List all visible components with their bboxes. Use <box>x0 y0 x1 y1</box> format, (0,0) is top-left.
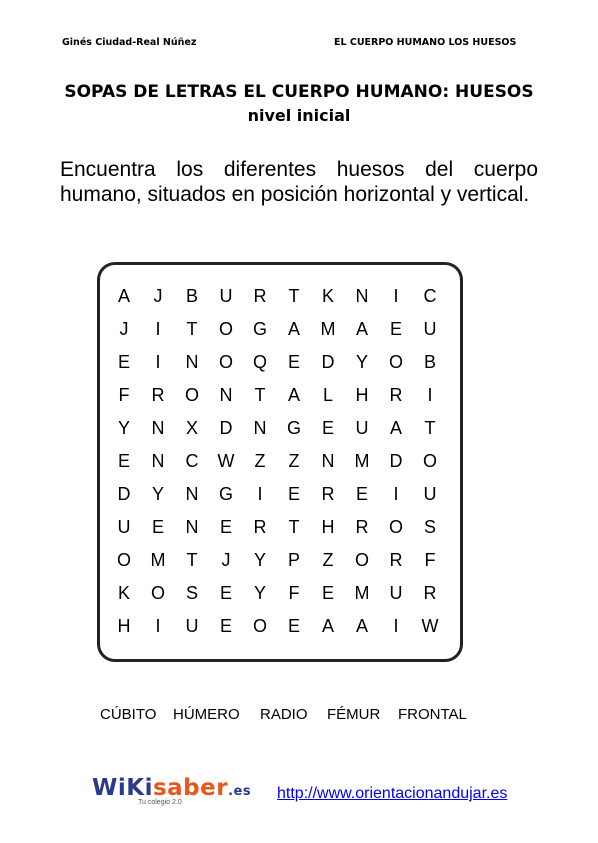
grid-cell: I <box>155 352 161 372</box>
grid-cell: I <box>155 616 161 636</box>
grid-cell: Y <box>253 550 266 570</box>
grid-cell: R <box>423 583 437 603</box>
grid-cell: E <box>219 583 232 603</box>
grid-cell: O <box>116 550 131 570</box>
grid-cell: T <box>288 517 300 537</box>
grid-cell: R <box>389 385 403 405</box>
word-list-item: FRONTAL <box>398 706 467 723</box>
grid-cell: I <box>427 385 433 405</box>
grid-cell: R <box>321 484 335 504</box>
grid-cell: J <box>221 550 231 570</box>
grid-cell: R <box>253 286 267 306</box>
grid-cell: A <box>117 286 130 306</box>
grid-cell: R <box>151 385 165 405</box>
grid-cell: Y <box>355 352 368 372</box>
grid-cell: I <box>393 616 399 636</box>
header-author: Ginés Ciudad-Real Núñez <box>62 37 197 48</box>
grid-cell: U <box>219 286 233 306</box>
grid-cell: E <box>287 352 300 372</box>
grid-cell: G <box>252 319 267 339</box>
page-subtitle: nivel inicial <box>247 106 351 125</box>
grid-cell: T <box>424 418 436 438</box>
grid-cell: Q <box>252 352 267 372</box>
word-list-item: RADIO <box>260 706 308 723</box>
word-list-item: CÚBITO <box>100 706 157 723</box>
grid-cell: A <box>321 616 334 636</box>
grid-cell: N <box>151 418 165 438</box>
grid-cell: Z <box>288 451 300 471</box>
grid-cell: M <box>354 583 370 603</box>
grid-cell: N <box>185 352 199 372</box>
grid-cell: F <box>118 385 130 405</box>
grid-cell: E <box>117 451 130 471</box>
logo-text-saber: saber <box>152 775 229 801</box>
grid-cell: U <box>185 616 199 636</box>
grid-cell: N <box>355 286 369 306</box>
grid-cell: M <box>354 451 370 471</box>
grid-cell: N <box>185 517 199 537</box>
grid-cell: O <box>218 319 233 339</box>
grid-cell: A <box>389 418 402 438</box>
wikisaber-logo[interactable] <box>92 774 252 810</box>
page-title: SOPAS DE LETRAS EL CUERPO HUMANO: HUESOS <box>64 82 534 102</box>
grid-cell: A <box>287 385 300 405</box>
grid-cell: E <box>321 418 334 438</box>
word-list-item: HÚMERO <box>173 706 240 723</box>
grid-cell: U <box>117 517 131 537</box>
grid-cell: Y <box>253 583 266 603</box>
grid-cell: A <box>355 319 368 339</box>
grid-cell: T <box>186 550 198 570</box>
grid-cell: E <box>117 352 130 372</box>
grid-cell: D <box>117 484 131 504</box>
grid-cell: E <box>219 517 232 537</box>
grid-cell: O <box>388 517 403 537</box>
grid-cell: T <box>288 286 300 306</box>
grid-cell: I <box>393 286 399 306</box>
word-list-item: FÉMUR <box>327 706 381 723</box>
grid-cell: X <box>185 418 198 438</box>
grid-cell: H <box>321 517 335 537</box>
grid-cell: T <box>186 319 198 339</box>
grid-cell: K <box>117 583 130 603</box>
grid-cell: K <box>321 286 334 306</box>
grid-cell: E <box>287 484 300 504</box>
grid-cell: B <box>423 352 436 372</box>
grid-cell: U <box>389 583 403 603</box>
grid-cell: O <box>184 385 199 405</box>
grid-cell: N <box>253 418 267 438</box>
grid-cell: R <box>389 550 403 570</box>
grid-cell: N <box>185 484 199 504</box>
grid-cell: G <box>218 484 233 504</box>
instructions-text: Encuentra los diferentes huesos del cuerpo humano, situados en posición horizontal y vertical. <box>60 158 538 206</box>
grid-cell: C <box>185 451 199 471</box>
grid-cell: U <box>423 319 437 339</box>
grid-cell: U <box>355 418 369 438</box>
logo-tagline: Tu colegio 2.0 <box>138 799 182 806</box>
grid-cell: S <box>423 517 436 537</box>
grid-cell: F <box>288 583 300 603</box>
grid-cell: E <box>287 616 300 636</box>
grid-cell: Z <box>254 451 266 471</box>
grid-cell: G <box>286 418 301 438</box>
grid-cell: Y <box>151 484 164 504</box>
word-search-grid <box>107 280 447 643</box>
grid-cell: O <box>388 352 403 372</box>
grid-cell: E <box>321 583 334 603</box>
grid-cell: N <box>321 451 335 471</box>
grid-cell: E <box>151 517 164 537</box>
grid-cell: I <box>257 484 263 504</box>
grid-cell: L <box>322 385 333 405</box>
grid-cell: B <box>185 286 198 306</box>
grid-cell: D <box>321 352 335 372</box>
grid-cell: E <box>219 616 232 636</box>
grid-cell: J <box>119 319 129 339</box>
grid-cell: I <box>393 484 399 504</box>
grid-cell: Y <box>117 418 130 438</box>
grid-cell: O <box>354 550 369 570</box>
grid-cell: R <box>253 517 267 537</box>
grid-cell: H <box>355 385 369 405</box>
grid-cell: T <box>254 385 266 405</box>
grid-cell: E <box>389 319 402 339</box>
grid-cell: M <box>150 550 166 570</box>
logo-text-suffix: .es <box>228 784 252 799</box>
header-topic: EL CUERPO HUMANO LOS HUESOS <box>334 37 517 48</box>
grid-cell: J <box>153 286 163 306</box>
grid-cell: I <box>155 319 161 339</box>
grid-cell: Z <box>322 550 334 570</box>
grid-cell: N <box>151 451 165 471</box>
grid-cell: D <box>219 418 233 438</box>
grid-cell: R <box>355 517 369 537</box>
grid-cell: O <box>218 352 233 372</box>
website-link[interactable]: http://www.orientacionandujar.es <box>277 785 508 802</box>
grid-cell: E <box>355 484 368 504</box>
grid-cell: C <box>423 286 437 306</box>
grid-cell: W <box>217 451 235 471</box>
grid-cell: D <box>389 451 403 471</box>
grid-cell: O <box>422 451 437 471</box>
grid-cell: F <box>424 550 436 570</box>
grid-cell: W <box>421 616 439 636</box>
grid-cell: U <box>423 484 437 504</box>
logo-text-wiki: WiKi <box>92 775 153 801</box>
grid-cell: O <box>150 583 165 603</box>
grid-cell: M <box>320 319 336 339</box>
grid-cell: O <box>252 616 267 636</box>
grid-cell: A <box>355 616 368 636</box>
grid-cell: A <box>287 319 300 339</box>
grid-cell: S <box>185 583 198 603</box>
grid-cell: H <box>117 616 131 636</box>
grid-cell: N <box>219 385 233 405</box>
grid-cell: P <box>287 550 300 570</box>
